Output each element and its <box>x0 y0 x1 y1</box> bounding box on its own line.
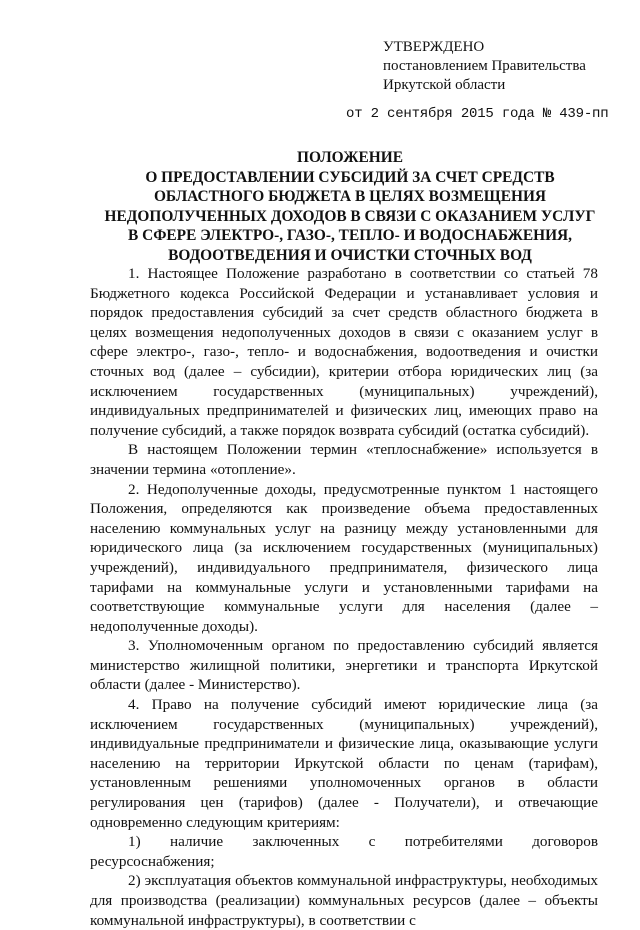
paragraph-term: В настоящем Положении термин «теплоснабжение» используется в значении термина «отопление». <box>90 441 598 478</box>
title-line: ПОЛОЖЕНИЕ <box>297 149 403 166</box>
criterion-1: 1) наличие заключенных с потребителями договоров ресурсоснабжения; <box>90 833 598 870</box>
criterion-2: 2) эксплуатация объектов коммунальной инфраструктуры, необходимых для производства (реализации) коммунальных ресурсов (далее – объекты коммунальной инфраструктуры), в соответствии с <box>90 872 598 929</box>
title-line: ВОДООТВЕДЕНИЯ И ОЧИСТКИ СТОЧНЫХ ВОД <box>168 246 532 264</box>
paragraph-2: 2. Недополученные доходы, предусмотренные пунктом 1 настоящего Положения, определяются как произведение объема предоставленных населению коммунальных услуг на разницу между установленными для юридического лица (за исключением государственных (муниципальных) учреждений), индивидуального предпринимателя, физического лица тарифами на коммунальные услуги и установленными тарифами на соответствующие коммунальные услуги для населения (далее – недополученные доходы). <box>90 480 598 635</box>
title-line: О ПРЕДОСТАВЛЕНИИ СУБСИДИЙ ЗА СЧЕТ СРЕДСТВ <box>145 168 555 186</box>
approval-authority: постановлением Правительства <box>383 58 586 74</box>
paragraph-1: 1. Настоящее Положение разработано в соответствии со статьей 78 Бюджетного кодекса Российской Федерации и устанавливает условия и порядок предоставления субсидий за счет средств областного бюджета в целях возмещения недополученных доходов в связи с оказанием услуг в сфере электро-, газо-, тепло- и водоснабжения, водоотведения и очистки сточных вод (далее – субсидии), критерии отбора юридических лиц (за исключением государственных (муниципальных) учреждений), индивидуальных предпринимателей и физических лиц, имеющих право на получение субсидий, а также порядок возврата субсидий (остатка субсидий). <box>90 265 598 439</box>
approval-block <box>383 38 586 95</box>
title-line: ОБЛАСТНОГО БЮДЖЕТА В ЦЕЛЯХ ВОЗМЕЩЕНИЯ <box>153 188 547 205</box>
document-title <box>80 148 620 265</box>
document-body <box>90 264 598 930</box>
paragraph-4: 4. Право на получение субсидий имеют юридические лица (за исключением государственных (муниципальных) учреждений), индивидуальные предприниматели и физические лица, оказывающие услуги населению на территории Иркутской области по ценам (тарифам), установленным решениями уполномоченных органов в области регулирования цен (тарифов) (далее - Получатели), и отвечающие одновременно следующим критериям: <box>90 696 598 831</box>
paragraph-3: 3. Уполномоченным органом по предоставлению субсидий является министерство жилищной политики, энергетики и транспорта Иркутской области (далее - Министерство). <box>90 637 598 694</box>
decree-date-number: от 2 сентября 2015 года № 439-пп <box>346 106 609 122</box>
title-line: НЕДОПОЛУЧЕННЫХ ДОХОДОВ В СВЯЗИ С ОКАЗАНИЕМ УСЛУГ <box>104 207 596 225</box>
title-line: В СФЕРЕ ЭЛЕКТРО-, ГАЗО-, ТЕПЛО- И ВОДОСНАБЖЕНИЯ, <box>127 227 573 244</box>
approval-heading: УТВЕРЖДЕНО <box>383 39 485 55</box>
approval-region: Иркутской области <box>383 77 506 93</box>
